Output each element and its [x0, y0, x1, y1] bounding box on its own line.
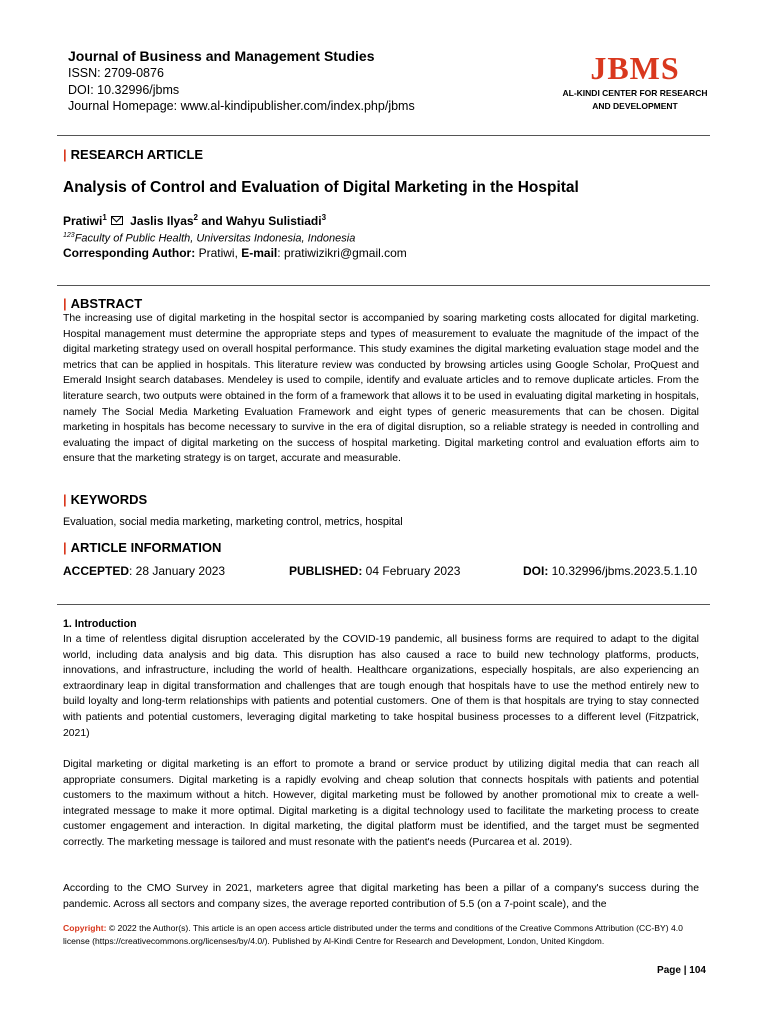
- logo-abbreviation: JBMS: [590, 50, 680, 86]
- journal-header: [68, 47, 548, 115]
- journal-logo: [560, 50, 710, 112]
- author-list: Pratiwi$^1$ Jaslis Ilyas$^2$ and Wahyu Sulistiadi$^3$: [63, 213, 327, 228]
- published-date: PUBLISHED: 04 February 2023: [289, 564, 461, 578]
- journal-doi: DOI: 10.32996/jbms: [68, 82, 180, 97]
- email-address[interactable]: pratiwizikri@gmail.com: [283, 246, 407, 260]
- section-bar-icon: |: [63, 296, 67, 311]
- title-divider: [57, 285, 710, 286]
- author-joiner: and: [201, 214, 223, 228]
- copyright-notice: [63, 922, 699, 948]
- intro-paragraph-2: Digital marketing or digital marketing is an effort to promote a brand or service product by utilizing digital media that can reach all appropriate consumers. Digital marketing is a rapidly evolving and cheap solution that connects hospitals with patients and potential customers to the maximum without a hitch. However, digital marketing must be followed by another promotional mix to create a well-integrated message to make it more optimal. Digital marketing is a digital technology used to facilitate the marketing process to create customer engagement and interaction. In digital marketing, the digital platform must be identified, and the target must be segmented correctly. The marketing message is tailored and must resonate with the patient's needs (Purcarea et al. 2019).: [63, 759, 699, 848]
- author-name: Jaslis Ilyas: [130, 214, 194, 228]
- keywords-text: Evaluation, social media marketing, marketing control, metrics, hospital: [63, 516, 403, 528]
- introduction-heading: 1. Introduction: [63, 618, 137, 630]
- copyright-label: Copyright:: [63, 923, 107, 933]
- affiliation: $^{123}$Faculty of Public Health, Universitas Indonesia, Indonesia: [63, 232, 356, 245]
- article-title: Analysis of Control and Evaluation of Digital Marketing in the Hospital: [63, 179, 579, 196]
- article-type-heading: | RESEARCH ARTICLE: [63, 147, 204, 162]
- intro-paragraph-1: In a time of relentless digital disruption accelerated by the COVID-19 pandemic, all business forms are required to adapt to the digital world, including data analysis and big data. This disruption has also caused a race to build new technology platforms, products, innovations, and infrastructure, including the world of health. Healthcare organizations, especially hospitals, are also experiencing an extraordinary leap in digital transformation and challenges that are tough enough that hospitals have to use the method entirely new to build loyalty and long-term relationships with patients and potential customers. One of them is that hospitals are trying to stay connected with patients and potential customers, leveraging digital marketing to take hospital business processes to a different level (Fitzpatrick, 2021): [63, 634, 699, 739]
- logo-org-line2: AND DEVELOPMENT: [592, 101, 678, 111]
- section-bar-icon: |: [63, 147, 67, 162]
- corresponding-label: Corresponding Author:: [63, 246, 196, 260]
- journal-homepage[interactable]: Journal Homepage: www.al-kindipublisher.com/index.php/jbms: [68, 99, 415, 113]
- keywords-heading: | KEYWORDS: [63, 492, 148, 507]
- section-bar-icon: |: [63, 540, 67, 555]
- corresponding-name: Pratiwi,: [198, 246, 238, 260]
- abstract-text: The increasing use of digital marketing in the hospital sector is accompanied by soaring marketing costs allocated for digital marketing. Hospital management must determine the appropriate steps and types of measurement to evaluate the magnitude of the impact of the digital marketing strategy used on overall hospital performance. This study examines the digital marketing evaluation stage model and the metrics that can be applied in hospitals. This literature review was conducted by browsing articles using Google Scholar, ProQuest and Emerald Insight search databases. Mendeley is used to compile, identify and evaluate articles and to remove duplicate articles. From the literature search, two outputs were obtained in the form of a framework that allows it to be used in evaluating digital marketing in hospitals, namely The Social Media Marketing Evaluation Framework and eight types of generic measurements that can be chosen. Digital marketing in hospitals has become necessary to survive in the era of digital disruption, so a reliable strategy is needed in controlling and evaluating the impact of digital marketing on the success of hospital marketing. Digital marketing control and evaluation efforts aim to ensure that the marketing strategy is on target, accurate and measurable.: [63, 313, 699, 465]
- article-doi: DOI: 10.32996/jbms.2023.5.1.10: [523, 564, 698, 578]
- abstract-heading: | ABSTRACT: [63, 296, 143, 311]
- email-label: E-mail: [241, 246, 278, 260]
- section-bar-icon: |: [63, 492, 67, 507]
- article-info-heading: | ARTICLE INFORMATION: [63, 540, 222, 555]
- envelope-icon: [111, 216, 123, 225]
- journal-name: Journal of Business and Management Studies: [68, 48, 375, 64]
- accepted-date: ACCEPTED: 28 January 2023: [63, 564, 226, 578]
- author-name: Wahyu Sulistiadi: [226, 214, 322, 228]
- page-number: Page | 104: [657, 965, 706, 976]
- header-divider: [57, 135, 710, 136]
- logo-org-line1: AL-KINDI CENTER FOR RESEARCH: [562, 88, 708, 98]
- copyright-text: © 2022 the Author(s). This article is an open access article distributed under the terms and conditions of the Creative Commons Attribution (CC-BY) 4.0 license (https://creativecommons.org/licenses/by/4.0/). Published by Al-Kindi Centre for Research and Development, London, United Kingdom.: [63, 923, 683, 947]
- info-divider: [57, 604, 710, 605]
- intro-paragraph-3: According to the CMO Survey in 2021, marketers agree that digital marketing has been a pillar of a company's success during the pandemic. Across all sectors and company sizes, the average reported contribution of 5.5 (on a 7-point scale), and the: [63, 883, 699, 910]
- journal-issn: ISSN: 2709-0876: [68, 66, 164, 80]
- author-name: Pratiwi: [63, 214, 103, 228]
- corresponding-author: Corresponding Author: Pratiwi, E-mail: pratiwizikri@gmail.com: [63, 246, 407, 260]
